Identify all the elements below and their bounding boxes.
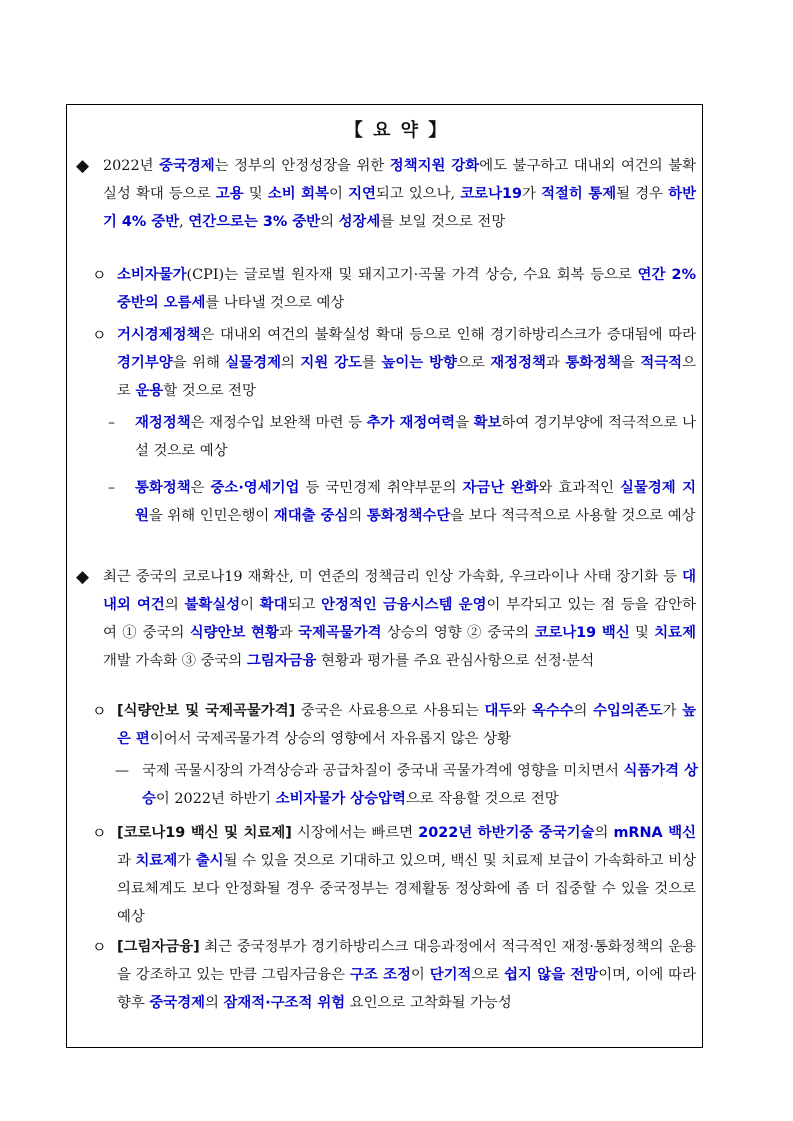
- highlight-text: 수입의존도: [593, 703, 663, 719]
- body-text: 을: [455, 415, 474, 431]
- highlight-text: 고용: [215, 186, 244, 202]
- body-text: 의: [348, 508, 367, 524]
- body-text: 되고: [287, 597, 322, 613]
- body-text: 2022년: [103, 158, 160, 174]
- body-text: 및: [629, 625, 655, 641]
- highlight-text: 통화정책수단: [366, 508, 451, 524]
- highlight-text: 쉽지 않을 전망: [504, 967, 599, 983]
- highlight-text: 재대출 중심: [273, 508, 349, 524]
- body-text: 을 보다 적극적으로 사용할 것으로 예상: [450, 508, 696, 524]
- bullet-dash: —: [115, 763, 129, 779]
- body-text: 은 재정수입 보완책 마련 등: [190, 415, 367, 431]
- highlight-text: 그림자금융: [246, 653, 317, 669]
- highlight-text: 성장세: [338, 214, 381, 230]
- highlight-text: 소비자물가: [117, 267, 187, 283]
- body-text: 최근 중국정부가 경기하방리스크 대응과정에서 적극적인 재정·통화정책의 운용을 강조하고 있는 만큼 그림자금융은: [117, 939, 696, 983]
- body-text: 에도 불구하고 대내외 여건의 불확실성 확대 등으로: [103, 158, 696, 202]
- highlight-text: 거시경제정책: [117, 327, 201, 343]
- body-text: 의: [164, 597, 185, 613]
- section-label: [그림자금융]: [117, 939, 200, 955]
- body-text: 시장에서는 빠르면: [291, 825, 419, 841]
- bullet-dash: –: [108, 480, 115, 496]
- body-text: 이: [329, 186, 349, 202]
- body-text: 와 효과적인: [538, 480, 621, 496]
- highlight-text: 하반기 4% 중반: [103, 186, 696, 230]
- body-text: 과: [278, 625, 299, 641]
- highlight-text: 구조 조정: [349, 967, 411, 983]
- bullet-circle: ㅇ: [92, 326, 107, 344]
- highlight-text: 안정적인 금융시스템 운영: [321, 597, 487, 613]
- highlight-text: 출시: [195, 853, 224, 869]
- body-text: 과: [117, 853, 136, 869]
- highlight-text: 경기부양: [117, 355, 173, 371]
- body-text: ,: [179, 214, 189, 230]
- bullet-paragraph: [103, 152, 696, 236]
- highlight-text: 지원 강도: [300, 355, 362, 371]
- body-text: 요인으로 고착화될 가능성: [345, 995, 512, 1011]
- highlight-text: 불확실성: [184, 597, 241, 613]
- body-text: 으로: [117, 355, 696, 399]
- body-text: 을 위해 인민은행이: [148, 508, 274, 524]
- body-text: 은 대내외 여건의 불확실성 확대 등으로 인해 경기하방리스크가 증대됨에 따라: [200, 327, 696, 343]
- body-text: 되고 있으나,: [375, 186, 461, 202]
- highlight-text: 확대: [259, 597, 288, 613]
- highlight-text: 재정정책: [135, 415, 191, 431]
- body-text: 현황과 평가를 주요 관심사항으로 선정·분석: [316, 653, 595, 669]
- body-text: 는 정부의 안정성장을 위한: [214, 158, 390, 174]
- highlight-text: 단기적: [429, 967, 472, 983]
- highlight-text: 높은 편: [117, 703, 697, 747]
- body-text: (CPI)는 글로벌 원자재 및 돼지고기·곡물 가격 상승, 수요 회복 등으로: [186, 267, 638, 283]
- highlight-text: 코로나19 백신: [534, 625, 630, 641]
- bullet-diamond: ◆: [76, 567, 90, 587]
- body-text: 상승의 영향 ② 중국의: [381, 625, 535, 641]
- body-text: 를 나타낼 것으로 예상: [205, 295, 345, 311]
- highlight-text: 대두: [484, 703, 513, 719]
- highlight-text: 운용: [135, 383, 164, 399]
- highlight-text: 적절히 통제: [541, 186, 617, 202]
- highlight-text: 확보: [473, 415, 502, 431]
- bullet-circle: ㅇ: [92, 938, 107, 956]
- body-text: 과: [545, 355, 566, 371]
- body-text: 가: [662, 703, 683, 719]
- highlight-text: 추가 재정여력: [366, 415, 456, 431]
- bullet-circle: ㅇ: [92, 266, 107, 284]
- body-text: 하여 경기부양에 적극적으로 나설 것으로 예상: [135, 415, 696, 459]
- body-text: 및: [243, 186, 268, 202]
- highlight-text: 적극적: [640, 355, 683, 371]
- bullet-paragraph: [135, 409, 696, 465]
- highlight-text: 재정정책: [490, 355, 546, 371]
- bullet-circle: ㅇ: [92, 824, 107, 842]
- highlight-text: 중소·영세기업: [210, 480, 300, 496]
- body-text: 으로: [471, 967, 505, 983]
- body-text: 중국은 사료용으로 사용되는: [295, 703, 485, 719]
- highlight-text: 코로나19: [460, 186, 522, 202]
- bullet-paragraph: [117, 321, 696, 405]
- body-text: 이: [240, 597, 260, 613]
- bullet-paragraph: [117, 697, 696, 753]
- bullet-circle: ㅇ: [92, 702, 107, 720]
- body-text: 이며, 이에 따라 향후: [117, 967, 696, 1011]
- body-text: 의: [280, 355, 301, 371]
- body-text: 될 수 있을 것으로 기대하고 있으며, 백신 및 치료제 보급이 가속화하고 비상의료체계도 보다 안정화될 경우 중국정부는 경제활동 정상화에 좀 더 집중할 수 있을 것으로 예상: [117, 853, 697, 925]
- bullet-paragraph: [142, 757, 698, 813]
- highlight-text: 정책지원 강화: [389, 158, 480, 174]
- body-text: 와: [512, 703, 532, 719]
- highlight-text: 통화정책: [135, 480, 191, 496]
- body-text: 이: [410, 967, 430, 983]
- highlight-text: 식품가격 상승: [142, 763, 698, 807]
- bullet-paragraph: [103, 563, 696, 675]
- highlight-text: 중국경제: [159, 158, 215, 174]
- section-label: [코로나19 백신 및 치료제]: [117, 825, 292, 841]
- highlight-text: 연간으로는 3% 중반: [188, 214, 321, 230]
- highlight-text: 잠재적·구조적 위험: [223, 995, 346, 1011]
- body-text: 의: [594, 825, 614, 841]
- bullet-paragraph: [135, 474, 696, 530]
- highlight-text: 국제곡물가격: [298, 625, 382, 641]
- highlight-text: 실물경제: [225, 355, 281, 371]
- highlight-text: 옥수수: [531, 703, 574, 719]
- body-text: 개발 가속화 ③ 중국의: [103, 653, 247, 669]
- body-text: 이어서 국제곡물가격 상승의 영향에서 자유롭지 않은 상황: [149, 731, 511, 747]
- body-text: 국제 곡물시장의 가격상승과 공급차질이 중국내 곡물가격에 영향을 미치면서: [142, 763, 624, 779]
- highlight-text: mRNA 백신: [613, 825, 697, 841]
- body-text: 를 보일 것으로 전망: [380, 214, 506, 230]
- highlight-text: 2022년 하반기중 중국기술: [418, 825, 595, 841]
- highlight-text: 식량안보 현황: [189, 625, 279, 641]
- bullet-dash: –: [108, 415, 115, 431]
- body-text: 등 국민경제 취약부문의: [299, 480, 463, 496]
- bullet-paragraph: [117, 819, 696, 931]
- highlight-text: 통화정책: [565, 355, 621, 371]
- bullet-paragraph: [117, 261, 696, 317]
- highlight-text: 치료제: [135, 853, 178, 869]
- body-text: 이 부각되고 있는 점 등을 감안하여 ① 중국의: [103, 597, 696, 641]
- bullet-diamond: ◆: [76, 156, 90, 176]
- highlight-text: 대내외 여건: [103, 569, 696, 613]
- bullet-paragraph: [117, 933, 696, 1017]
- body-text: 으로 작용할 것으로 전망: [405, 791, 559, 807]
- body-text: 을: [620, 355, 641, 371]
- section-label: [식량안보 및 국제곡물가격]: [117, 703, 296, 719]
- body-text: 를: [362, 355, 382, 371]
- body-text: 은: [190, 480, 211, 496]
- body-text: 최근 중국의 코로나19 재확산, 미 연준의 정책금리 인상 가속화, 우크라이나 사태 장기화 등: [103, 569, 683, 585]
- body-text: 할 것으로 전망: [163, 383, 256, 399]
- body-text: 될 경우: [616, 186, 669, 202]
- highlight-text: 치료제: [654, 625, 696, 641]
- body-text: 을 위해: [172, 355, 226, 371]
- highlight-text: 소비자물가 상승압력: [275, 791, 406, 807]
- body-text: 의: [205, 995, 224, 1011]
- highlight-text: 중국경제: [149, 995, 205, 1011]
- body-text: 가: [177, 853, 196, 869]
- body-text: 가: [522, 186, 542, 202]
- body-text: 으로: [456, 355, 491, 371]
- highlight-text: 소비 회복: [267, 186, 329, 202]
- highlight-text: 연간 2% 중반의 오름세: [117, 267, 696, 311]
- highlight-text: 자금난 완화: [462, 480, 539, 496]
- body-text: 의: [320, 214, 339, 230]
- highlight-text: 실물경제 지원: [135, 480, 696, 524]
- body-text: 의: [573, 703, 594, 719]
- summary-title: 【 요 약 】: [344, 120, 449, 141]
- body-text: 이 2022년 하반기: [155, 791, 276, 807]
- highlight-text: 지연: [348, 186, 376, 202]
- highlight-text: 높이는 방향: [381, 355, 457, 371]
